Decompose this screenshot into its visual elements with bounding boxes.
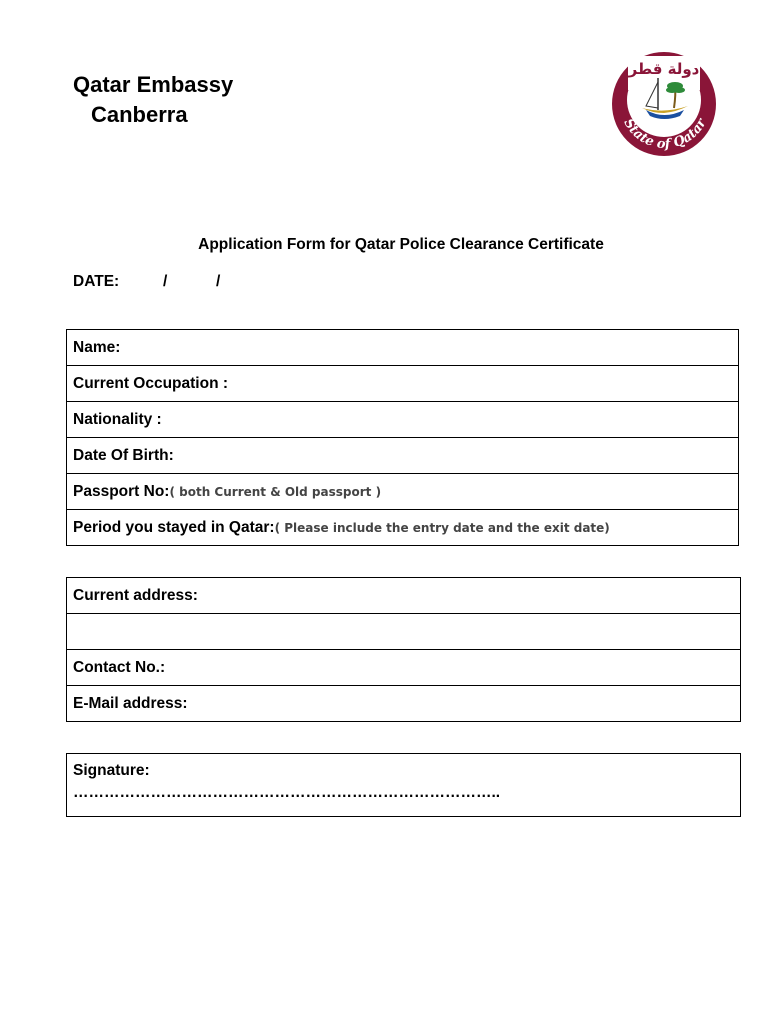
date-label: DATE: [73, 273, 120, 290]
field-label: Period you stayed in Qatar: [73, 518, 275, 536]
field-label: Passport No: [73, 482, 170, 500]
signature-line: ……………………………………………………………………….. [73, 784, 501, 801]
contact-no-field[interactable] [67, 650, 741, 686]
personal-details-table [66, 329, 739, 546]
table-row [67, 402, 739, 438]
table-row [67, 650, 741, 686]
embassy-name-line1: Qatar Embassy [73, 72, 234, 97]
address-continuation-field[interactable] [67, 614, 741, 650]
field-label: Current address: [73, 586, 198, 604]
emblem-state-of-qatar-text: State of Qatar [620, 116, 710, 153]
email-address-field[interactable] [67, 686, 741, 722]
date-separator-2: / [216, 273, 221, 290]
table-row [67, 330, 739, 366]
embassy-name-line2: Canberra [91, 102, 188, 127]
name-field[interactable] [67, 330, 739, 366]
table-row [67, 578, 741, 614]
date-separator-1: / [163, 273, 168, 290]
period-in-qatar-field[interactable] [67, 510, 739, 546]
occupation-field[interactable] [67, 366, 739, 402]
table-row [67, 614, 741, 650]
table-row [67, 510, 739, 546]
field-label: Date Of Birth: [73, 446, 174, 464]
field-label: E-Mail address: [73, 694, 188, 712]
signature-table [66, 753, 741, 817]
date-line [73, 273, 221, 291]
table-row [67, 366, 739, 402]
nationality-field[interactable] [67, 402, 739, 438]
table-row [67, 474, 739, 510]
field-label: Current Occupation : [73, 374, 229, 392]
emblem-arabic-text: دولة قطر [628, 60, 700, 78]
field-label: Contact No.: [73, 658, 166, 676]
date-of-birth-field[interactable] [67, 438, 739, 474]
embassy-name [73, 70, 233, 130]
signature-label: Signature: [73, 762, 150, 779]
field-hint: ( Please include the entry date and the exit date) [274, 520, 610, 535]
passport-no-field[interactable] [67, 474, 739, 510]
current-address-field[interactable] [67, 578, 741, 614]
table-row [67, 686, 741, 722]
table-row [67, 754, 741, 817]
form-title: Application Form for Qatar Police Clearance Certificate [198, 236, 604, 253]
field-hint: ( both Current & Old passport ) [169, 484, 382, 499]
signature-field[interactable] [67, 754, 741, 817]
field-label: Name: [73, 338, 121, 356]
contact-details-table [66, 577, 741, 722]
field-label: Nationality : [73, 410, 162, 428]
state-of-qatar-emblem [598, 48, 728, 163]
table-row [67, 438, 739, 474]
